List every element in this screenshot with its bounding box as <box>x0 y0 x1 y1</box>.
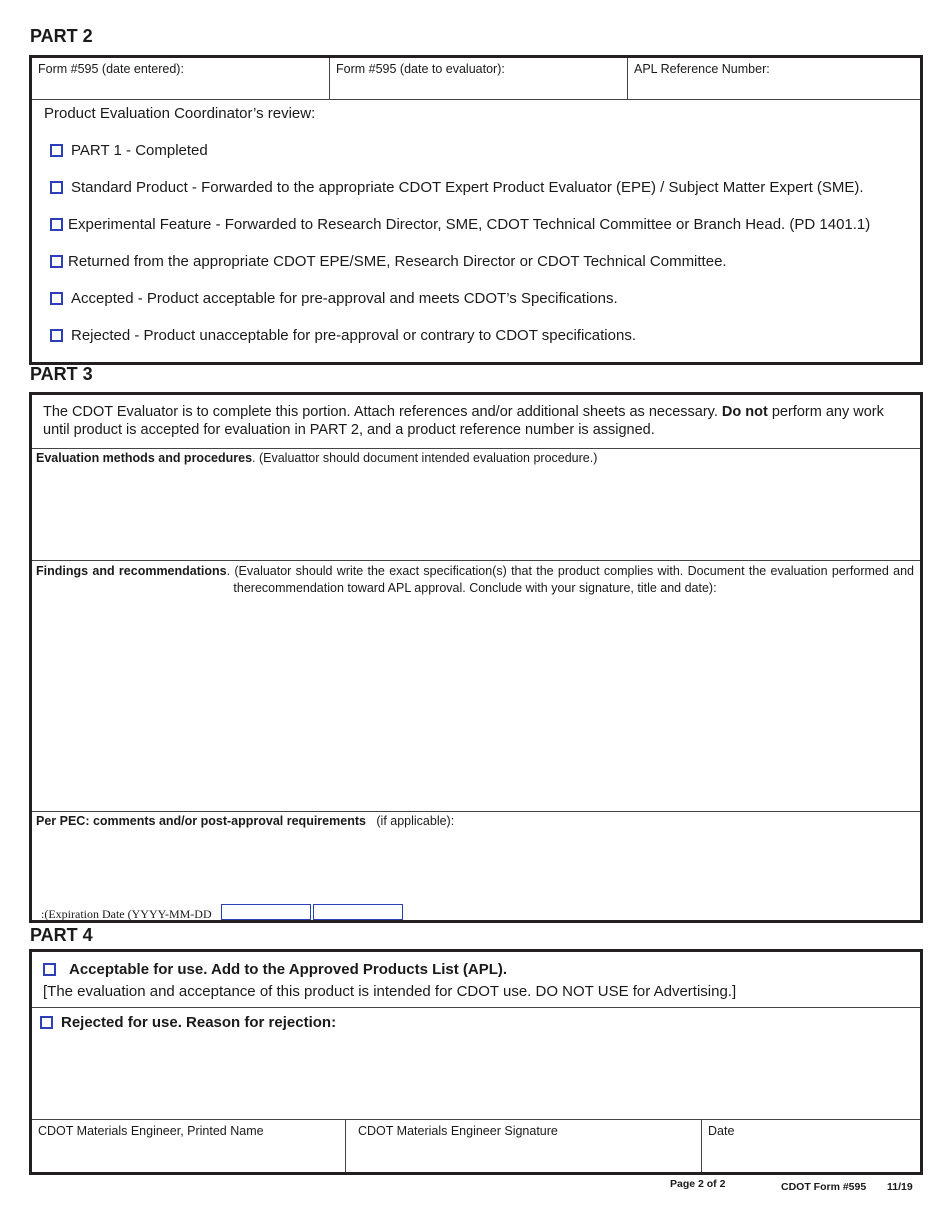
engineer-name-label: CDOT Materials Engineer, Printed Name <box>38 1124 264 1138</box>
review-label: Product Evaluation Coordinator’s review: <box>44 105 316 122</box>
option-returned[interactable] <box>50 253 727 270</box>
checkbox-icon[interactable] <box>50 218 63 231</box>
option-accepted[interactable] <box>50 290 618 307</box>
apl-reference-label: APL Reference Number: <box>634 62 770 76</box>
option-rejected[interactable] <box>50 327 636 344</box>
form-revision: 11/19 <box>887 1181 913 1193</box>
engineer-signature-field[interactable] <box>346 1120 702 1172</box>
option-label: Returned from the appropriate CDOT EPE/SME, Research Director or CDOT Technical Committee. <box>68 253 727 270</box>
part3-box <box>29 392 923 923</box>
accept-option[interactable] <box>43 961 507 978</box>
form-number: CDOT Form #595 <box>781 1181 867 1193</box>
part4-heading: PART 4 <box>30 925 93 945</box>
checkbox-icon[interactable] <box>50 292 63 305</box>
date-entered-label: Form #595 (date entered): <box>38 62 184 76</box>
pec-comments-area[interactable]: Per PEC: comments and/or post-approval requirements (if applicable): <box>36 814 455 828</box>
engineer-signature-label: CDOT Materials Engineer Signature <box>358 1124 558 1138</box>
option-label: Experimental Feature - Forwarded to Research Director, SME, CDOT Technical Committee or Branch Head. (PD 1401.1) <box>68 216 871 233</box>
option-experimental-feature[interactable] <box>50 216 870 233</box>
apl-reference-field[interactable] <box>628 58 920 99</box>
evaluation-methods-area[interactable]: Evaluation methods and procedures. (Evaluattor should document intended evaluation procedure.) <box>36 451 598 465</box>
engineer-name-field[interactable] <box>32 1120 346 1172</box>
part3-intro: The CDOT Evaluator is to complete this portion. Attach references and/or additional sheets as necessary. Do not perform any work until product is accepted for evaluation in PART 2, and a product reference number is assigned. <box>43 404 884 438</box>
date-field[interactable] <box>702 1120 920 1172</box>
part2-heading: PART 2 <box>30 26 93 46</box>
date-to-evaluator-field[interactable] <box>330 58 628 99</box>
expiration-date-input-2[interactable] <box>313 904 403 920</box>
accept-note: [The evaluation and acceptance of this product is intended for CDOT use. DO NOT USE for Advertising.] <box>43 983 737 1000</box>
checkbox-icon[interactable] <box>50 144 63 157</box>
checkbox-icon[interactable] <box>50 255 63 268</box>
checkbox-icon[interactable] <box>50 181 63 194</box>
expiration-date-label: :(Expiration Date (YYYY-MM-DD <box>41 907 212 921</box>
option-label: Rejected - Product unacceptable for pre-approval or contrary to CDOT specifications. <box>71 327 636 344</box>
page-number: Page 2 of 2 <box>670 1178 726 1190</box>
date-entered-field[interactable] <box>32 58 330 99</box>
checkbox-icon[interactable] <box>40 1016 53 1029</box>
checkbox-icon[interactable] <box>50 329 63 342</box>
reject-option[interactable] <box>40 1014 336 1031</box>
expiration-date-input-1[interactable] <box>221 904 311 920</box>
date-to-evaluator-label: Form #595 (date to evaluator): <box>336 62 505 76</box>
part2-box <box>29 55 923 365</box>
option-label: PART 1 - Completed <box>71 142 208 159</box>
part4-box <box>29 949 923 1175</box>
option-part1-completed[interactable] <box>50 142 208 159</box>
option-standard-product[interactable] <box>50 179 864 196</box>
date-label: Date <box>708 1124 735 1138</box>
part3-heading: PART 3 <box>30 364 93 384</box>
option-label: Accepted - Product acceptable for pre-approval and meets CDOT’s Specifications. <box>71 290 618 307</box>
checkbox-icon[interactable] <box>43 963 56 976</box>
option-label: Standard Product - Forwarded to the appropriate CDOT Expert Product Evaluator (EPE) / Subject Matter Expert (SME). <box>71 179 864 196</box>
accept-label: Acceptable for use. Add to the Approved Products List (APL). <box>69 961 508 978</box>
reject-label: Rejected for use. Reason for rejection: <box>61 1014 337 1031</box>
findings-area[interactable]: Findings and recommendations. (Evaluator should write the exact specification(s) that the product complies with. Document the evaluation performed and therecommendation toward APL approval. Conclude with your signature, title and date): <box>36 564 914 595</box>
